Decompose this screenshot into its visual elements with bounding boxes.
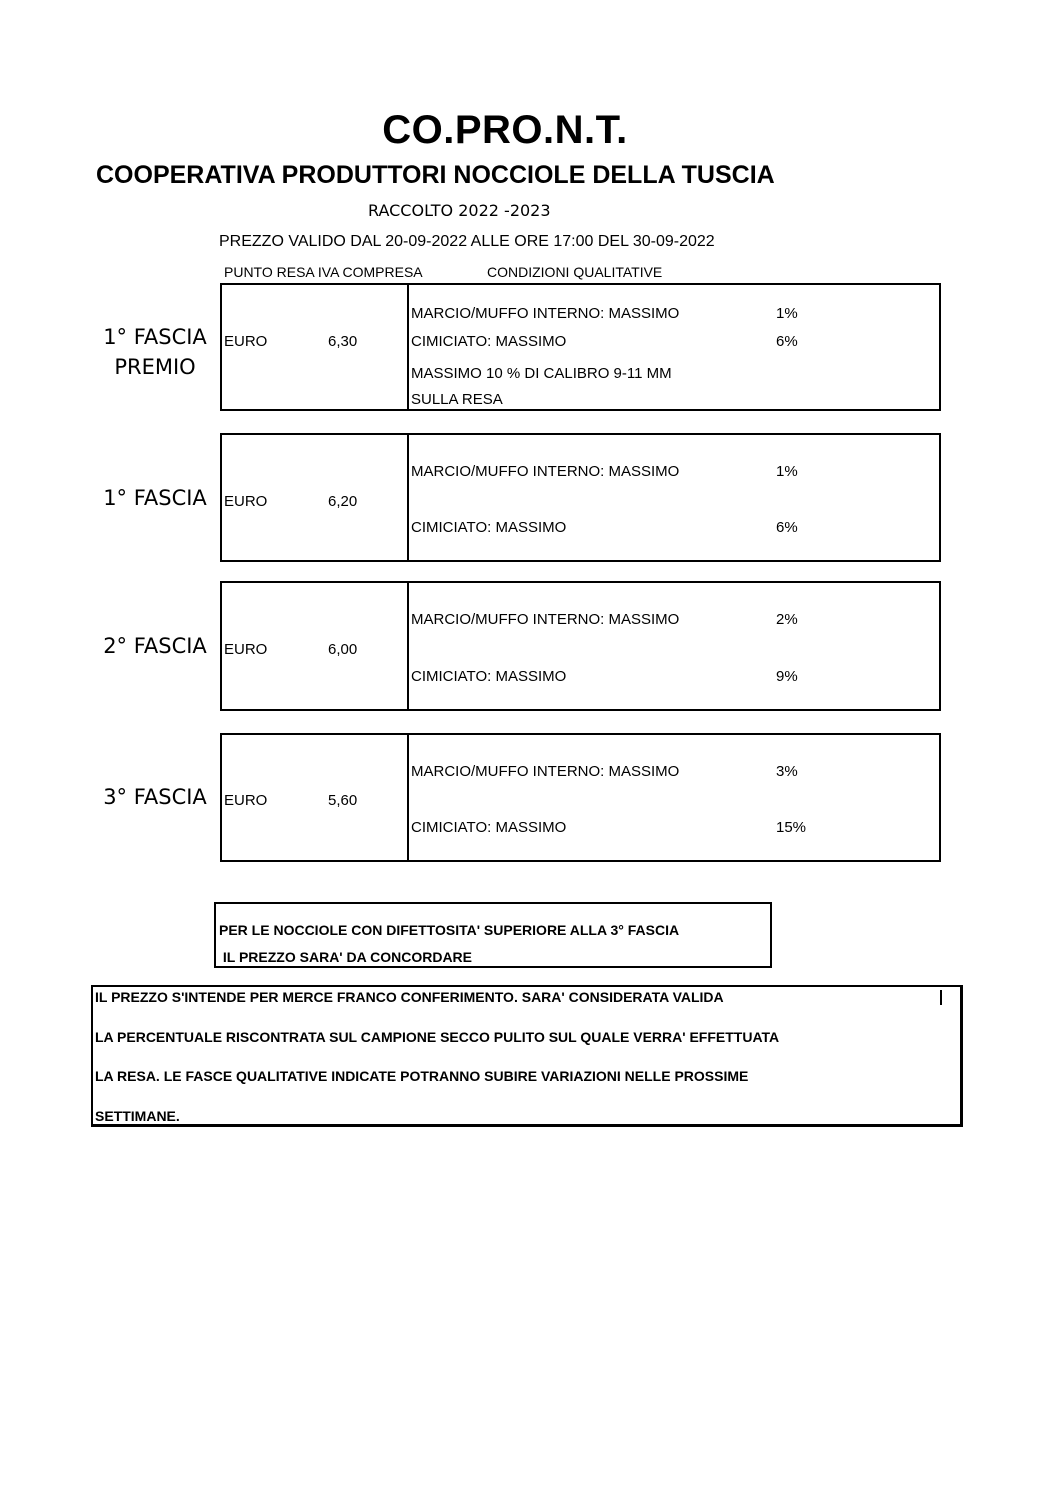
tier-row-3 bbox=[220, 733, 941, 862]
tier-label-line2: PREMIO bbox=[114, 355, 196, 379]
tier-row-1 bbox=[220, 433, 941, 562]
harvest-year: RACCOLTO 2022 -2023 bbox=[368, 201, 551, 220]
tier-divider bbox=[407, 285, 409, 409]
condition-cimiciato-value: 6% bbox=[776, 519, 798, 536]
terms-line1: IL PREZZO S'INTENDE PER MERCE FRANCO CONFERIMENTO. SARA' CONSIDERATA VALIDA bbox=[95, 989, 724, 1005]
condition-cimiciato-value: 6% bbox=[776, 333, 798, 350]
tier-label-1-premio bbox=[80, 325, 230, 379]
terms-line2: LA PERCENTUALE RISCONTRATA SUL CAMPIONE SECCO PULITO SUL QUALE VERRA' EFFETTUATA bbox=[95, 1029, 780, 1045]
defect-note-line1: PER LE NOCCIOLE CON DIFETTOSITA' SUPERIORE ALLA 3° FASCIA bbox=[219, 922, 680, 938]
column-header-price: PUNTO RESA IVA COMPRESA bbox=[224, 264, 423, 280]
condition-marcio-value: 1% bbox=[776, 305, 798, 322]
tier-label-1: 1° FASCIA bbox=[103, 486, 207, 510]
condition-marcio: MARCIO/MUFFO INTERNO: MASSIMO bbox=[411, 763, 680, 780]
document-title: CO.PRO.N.T. bbox=[382, 108, 628, 152]
condition-cimiciato: CIMICIATO: MASSIMO bbox=[411, 519, 567, 536]
condition-marcio-value: 1% bbox=[776, 463, 798, 480]
condition-cimiciato: CIMICIATO: MASSIMO bbox=[411, 668, 567, 685]
column-header-quality: CONDIZIONI QUALITATIVE bbox=[487, 264, 663, 280]
tier-currency: EURO bbox=[224, 333, 268, 350]
tier-price: 6,30 bbox=[328, 333, 358, 350]
tier-currency: EURO bbox=[224, 493, 268, 510]
condition-marcio-value: 2% bbox=[776, 611, 798, 628]
defect-note-line2: IL PREZZO SARA' DA CONCORDARE bbox=[219, 949, 473, 965]
tier-currency: EURO bbox=[224, 641, 268, 658]
tier-price: 6,00 bbox=[328, 641, 358, 658]
condition-sulla-resa: SULLA RESA bbox=[411, 391, 503, 408]
defect-note-box bbox=[214, 902, 772, 968]
condition-cimiciato-value: 9% bbox=[776, 668, 798, 685]
terms-box bbox=[91, 985, 963, 1127]
condition-marcio: MARCIO/MUFFO INTERNO: MASSIMO bbox=[411, 305, 680, 322]
price-validity: PREZZO VALIDO DAL 20-09-2022 ALLE ORE 17:00 DEL 30-09-2022 bbox=[219, 233, 715, 250]
condition-marcio: MARCIO/MUFFO INTERNO: MASSIMO bbox=[411, 463, 680, 480]
tier-label-line1: 1° FASCIA bbox=[103, 325, 207, 349]
condition-marcio: MARCIO/MUFFO INTERNO: MASSIMO bbox=[411, 611, 680, 628]
tier-label-2: 2° FASCIA bbox=[103, 634, 207, 658]
condition-cimiciato: CIMICIATO: MASSIMO bbox=[411, 819, 567, 836]
condition-calibro: MASSIMO 10 % DI CALIBRO 9-11 MM bbox=[411, 365, 672, 382]
condition-marcio-value: 3% bbox=[776, 763, 798, 780]
tier-row-1-premio bbox=[220, 283, 941, 411]
terms-line3: LA RESA. LE FASCE QUALITATIVE INDICATE POTRANNO SUBIRE VARIAZIONI NELLE PROSSIME bbox=[95, 1068, 749, 1084]
tier-divider bbox=[407, 583, 409, 709]
tier-price: 5,60 bbox=[328, 792, 358, 809]
tier-divider bbox=[407, 435, 409, 560]
tier-label-3: 3° FASCIA bbox=[103, 785, 207, 809]
tier-row-2 bbox=[220, 581, 941, 711]
tier-currency: EURO bbox=[224, 792, 268, 809]
tier-price: 6,20 bbox=[328, 493, 358, 510]
terms-line4: SETTIMANE. bbox=[95, 1108, 180, 1124]
condition-cimiciato: CIMICIATO: MASSIMO bbox=[411, 333, 567, 350]
border-tick-mark bbox=[940, 990, 942, 1005]
condition-cimiciato-value: 15% bbox=[776, 819, 807, 836]
tier-divider bbox=[407, 735, 409, 860]
document-subtitle: COOPERATIVA PRODUTTORI NOCCIOLE DELLA TUSCIA bbox=[96, 161, 775, 189]
